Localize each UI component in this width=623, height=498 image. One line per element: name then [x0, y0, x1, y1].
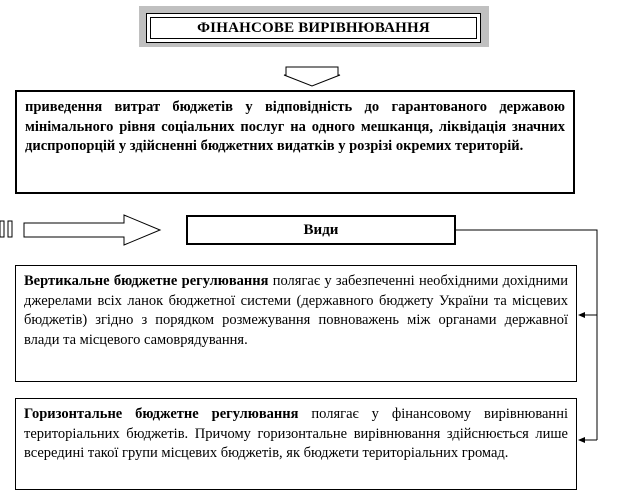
right-arrow-icon — [24, 215, 160, 245]
left-bar-1 — [0, 221, 4, 237]
horizontal-regulation-box — [15, 398, 577, 490]
arrowhead-vertical-icon — [578, 312, 585, 318]
down-arrow-icon — [282, 66, 342, 88]
vertical-term: Вертикальне бюджетне регулювання — [24, 273, 269, 289]
horizontal-term: Горизонтальне бюджетне регулювання — [24, 406, 299, 422]
types-label: Види — [303, 222, 339, 238]
left-bar-2 — [8, 221, 12, 237]
arrowhead-horizontal-icon — [578, 437, 585, 443]
types-box — [186, 215, 456, 245]
horizontal-text: полягає у фінансовому вирівнюванні територіальних бюджетів. Причому горизонтальне вирівнювання здійснюється лише всередині такої групи місцевих бюджетів, як бюджети територіальних громад. — [24, 406, 568, 461]
vertical-text: полягає у забезпеченні необхідними дохідними джерелами всіх ланок бюджетної системи (державного бюджету України та місцевих бюджетів) згідно з порядком розмежування повноважень між органами державної влади та місцевого самоврядування. — [24, 273, 568, 348]
diagram-title: ФІНАНСОВЕ ВИРІВНЮВАННЯ — [150, 17, 477, 39]
purpose-text: приведення витрат бюджетів у відповідність до гарантованого державою мінімального рівня соціальних послуг на одного мешканця, ліквідація значних диспропорцій у здійсненні бюджетних видатків у розрізі окремих територій. — [25, 99, 565, 154]
purpose-box — [15, 90, 575, 194]
title-box — [146, 13, 481, 43]
vertical-regulation-box — [15, 265, 577, 382]
